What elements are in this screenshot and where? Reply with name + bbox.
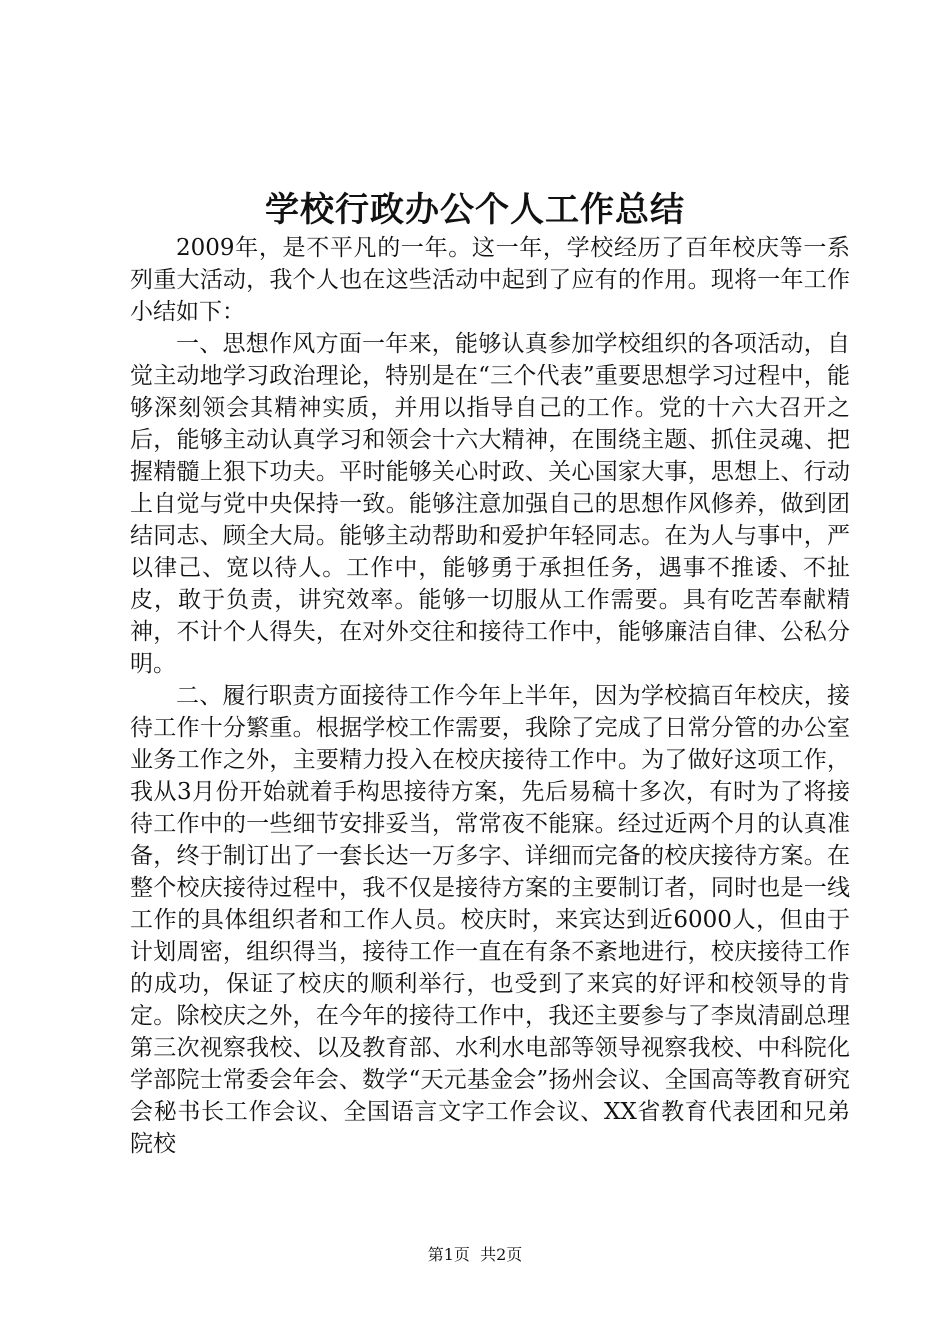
paragraph-thinking-style: 一、思想作风方面一年来，能够认真参加学校组织的各项活动，自觉主动地学习政治理论，特别是在“三个代表”重要思想学习过程中，能够深刻领会其精神实质，并用以指导自己的工作。党的十六大召开之后，能够主动认真学习和领会十六大精神，在围绕主题、抓住灵魂、把握精髓上狠下功夫。平时能够关心时政、关心国家大事，思想上、行动上自觉与党中央保持一致。能够注意加强自己的思想作风修养，做到团结同志、顾全大局。能够主动帮助和爱护年轻同志。在为人与事中，严以律己、宽以待人。工作中，能够勇于承担任务，遇事不推诿、不扯皮，敢于负责，讲究效率。能够一切服从工作需要。具有吃苦奉献精神，不计个人得失，在对外交往和接待工作中，能够廉洁自律、公私分明。 <box>130 331 850 677</box>
page-number: 第1页 <box>427 1245 470 1264</box>
page-total: 共2页 <box>480 1245 523 1264</box>
footer-separator <box>470 1245 480 1264</box>
paragraph-duties: 二、履行职责方面接待工作今年上半年，因为学校搞百年校庆，接待工作十分繁重。根据学校工作需要，我除了完成了日常分管的办公室业务工作之外，主要精力投入在校庆接待工作中。为了做好这项工作，我从3月份开始就着手构思接待方案，先后易稿十多次，有时为了将接待工作中的一些细节安排妥当，常常夜不能寐。经过近两个月的认真准备，终于制订出了一套长达一万多字、详细而完备的校庆接待方案。在整个校庆接待过程中，我不仅是接待方案的主要制订者，同时也是一线工作的具体组织者和工作人员。校庆时，来宾达到近6000人，但由于计划周密，组织得当，接待工作一直在有条不紊地进行，校庆接待工作的成功，保证了校庆的顺利举行，也受到了来宾的好评和校领导的肯定。除校庆之外，在今年的接待工作中，我还主要参与了李岚清副总理第三次视察我校、以及教育部、水利水电部等领导视察我校、中科院化学部院士常委会年会、数学“天元基金会”扬州会议、全国高等教育研究会秘书长工作会议、全国语言文字工作会议、XX省教育代表团和兄弟院校 <box>130 683 850 1157</box>
document-title: 学校行政办公个人工作总结 <box>265 190 685 230</box>
page-footer <box>0 1244 950 1266</box>
document-body <box>130 232 850 1160</box>
paragraph-intro: 2009年，是不平凡的一年。这一年，学校经历了百年校庆等一系列重大活动，我个人也在这些活动中起到了应有的作用。现将一年工作小结如下： <box>130 235 850 325</box>
